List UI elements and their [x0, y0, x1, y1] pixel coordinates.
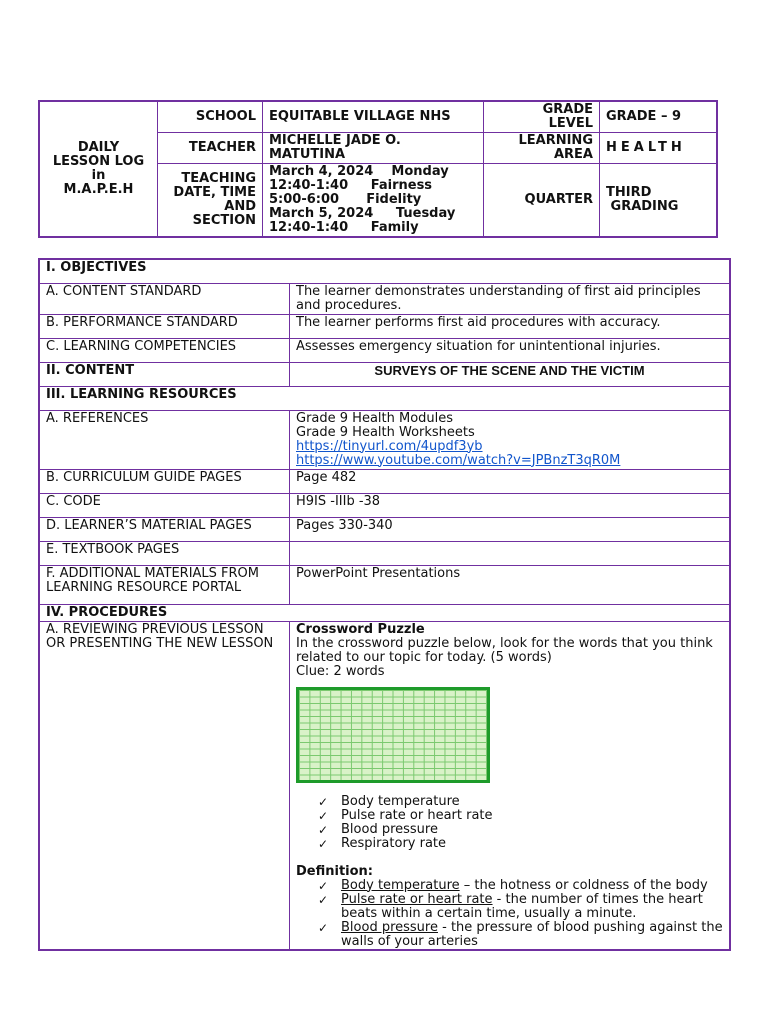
reference-item: Grade 9 Health Modules: [296, 410, 454, 426]
lesson-plan-table: [38, 258, 731, 951]
label-line: AREA: [553, 147, 593, 162]
additional-materials-value: PowerPoint Presentations: [290, 565, 731, 604]
list-item: [318, 823, 723, 837]
list-item: [318, 893, 723, 921]
definition-list: [296, 879, 723, 949]
code-value: H9IS -IIIb -38: [290, 493, 731, 517]
definition-text: - the pressure of blood pushing against the walls of your arteries: [341, 919, 723, 949]
review-lesson-label: A. REVIEWING PREVIOUS LESSON OR PRESENTING THE NEW LESSON: [39, 621, 290, 950]
lesson-log-header: [38, 100, 718, 238]
title-line: in: [91, 168, 106, 183]
definition-term: Pulse rate or heart rate: [341, 891, 493, 907]
value-line: MATUTINA: [269, 147, 346, 162]
teacher-value: [263, 133, 484, 164]
check-mark-icon: ✓: [318, 836, 329, 851]
value-line: THIRD: [606, 185, 652, 200]
label-line: SECTION: [192, 213, 256, 228]
list-item: [318, 921, 723, 949]
section-heading-objectives: I. OBJECTIVES: [39, 259, 730, 283]
activity-clue: Clue: 2 words: [296, 663, 385, 679]
references-label: A. REFERENCES: [39, 410, 290, 469]
learning-area-label: [484, 133, 600, 164]
review-lesson-value: [290, 621, 731, 950]
title-line: M.A.P.E.H: [63, 182, 134, 197]
school-value: EQUITABLE VILLAGE NHS: [263, 101, 484, 133]
school-label: SCHOOL: [158, 101, 263, 133]
answer-text: Pulse rate or heart rate: [341, 807, 493, 823]
title-line: DAILY: [77, 140, 120, 155]
grade-level-label: [484, 101, 600, 133]
section-heading-procedures: IV. PROCEDURES: [39, 604, 730, 621]
answer-text: Respiratory rate: [341, 835, 447, 851]
title-line: LESSON LOG: [52, 154, 145, 169]
check-mark-icon: ✓: [318, 822, 329, 837]
label-line: GRADE: [542, 102, 593, 117]
list-item: [318, 795, 723, 809]
definition-text: – the hotness or coldness of the body: [459, 877, 708, 893]
teacher-label: TEACHER: [158, 133, 263, 164]
reference-item: Grade 9 Health Worksheets: [296, 424, 475, 440]
additional-materials-label: F. ADDITIONAL MATERIALS FROM LEARNING RESOURCE PORTAL: [39, 565, 290, 604]
schedule-line: 5:00-6:00 Fidelity: [269, 192, 422, 207]
label-line: DATE, TIME: [173, 185, 256, 200]
learning-competencies-label: C. LEARNING COMPETENCIES: [39, 338, 290, 362]
definition-term: Blood pressure: [341, 919, 438, 935]
definition-text: - the number of times the heart beats within a certain time, usually a minute.: [341, 891, 703, 921]
teaching-date-label: [158, 164, 263, 238]
learning-competencies-value: Assesses emergency situation for unintentional injuries.: [290, 338, 731, 362]
content-standard-value: The learner demonstrates understanding of first aid principles and procedures.: [290, 283, 731, 314]
quarter-value: [600, 164, 718, 238]
quarter-label: QUARTER: [484, 164, 600, 238]
list-item: [318, 837, 723, 851]
list-item: [318, 879, 723, 893]
code-label: C. CODE: [39, 493, 290, 517]
check-mark-icon: ✓: [318, 892, 329, 907]
learner-material-value: Pages 330-340: [290, 517, 731, 541]
answer-list: [296, 795, 723, 851]
schedule-line: March 5, 2024 Tuesday: [269, 206, 456, 221]
curriculum-guide-label: B. CURRICULUM GUIDE PAGES: [39, 469, 290, 493]
teaching-date-value: [263, 164, 484, 238]
curriculum-guide-value: Page 482: [290, 469, 731, 493]
crossword-grid: [299, 690, 487, 780]
value-line: MICHELLE JADE O.: [269, 133, 401, 148]
section-heading-content: II. CONTENT: [39, 362, 290, 386]
label-line: TEACHING: [181, 171, 256, 186]
check-mark-icon: ✓: [318, 794, 329, 809]
label-line: LEVEL: [548, 116, 593, 131]
label-line: AND: [224, 199, 256, 214]
check-mark-icon: ✓: [318, 808, 329, 823]
schedule-line: March 4, 2024 Monday: [269, 164, 449, 179]
value-line: GRADING: [606, 199, 679, 214]
learner-material-label: D. LEARNER’S MATERIAL PAGES: [39, 517, 290, 541]
content-standard-label: A. CONTENT STANDARD: [39, 283, 290, 314]
schedule-line: 12:40-1:40 Family: [269, 220, 419, 235]
activity-instruction: In the crossword puzzle below, look for the words that you think related to our topic for today. (5 words): [296, 635, 713, 665]
textbook-pages-label: E. TEXTBOOK PAGES: [39, 541, 290, 565]
references-value: [290, 410, 731, 469]
performance-standard-label: B. PERFORMANCE STANDARD: [39, 314, 290, 338]
section-heading-resources: III. LEARNING RESOURCES: [39, 386, 730, 410]
definition-heading: Definition:: [296, 863, 374, 879]
definition-term: Body temperature: [341, 877, 460, 893]
reference-link[interactable]: https://tinyurl.com/4updf3yb: [296, 438, 483, 454]
label-line: LEARNING: [518, 133, 593, 148]
activity-title: Crossword Puzzle: [296, 621, 425, 637]
content-title: SURVEYS OF THE SCENE AND THE VICTIM: [290, 362, 731, 386]
list-item: [318, 809, 723, 823]
answer-text: Body temperature: [341, 793, 460, 809]
check-mark-icon: ✓: [318, 920, 329, 935]
crossword-puzzle-image: [296, 687, 490, 783]
textbook-pages-value: [290, 541, 731, 565]
reference-link[interactable]: https://www.youtube.com/watch?v=JPBnzT3qR0M: [296, 452, 621, 468]
check-mark-icon: ✓: [318, 878, 329, 893]
performance-standard-value: The learner performs first aid procedures with accuracy.: [290, 314, 731, 338]
schedule-line: 12:40-1:40 Fairness: [269, 178, 433, 193]
answer-text: Blood pressure: [341, 821, 438, 837]
lesson-log-title: [39, 101, 158, 237]
learning-area-value: HEALTH: [600, 133, 718, 164]
grade-level-value: GRADE – 9: [600, 101, 718, 133]
